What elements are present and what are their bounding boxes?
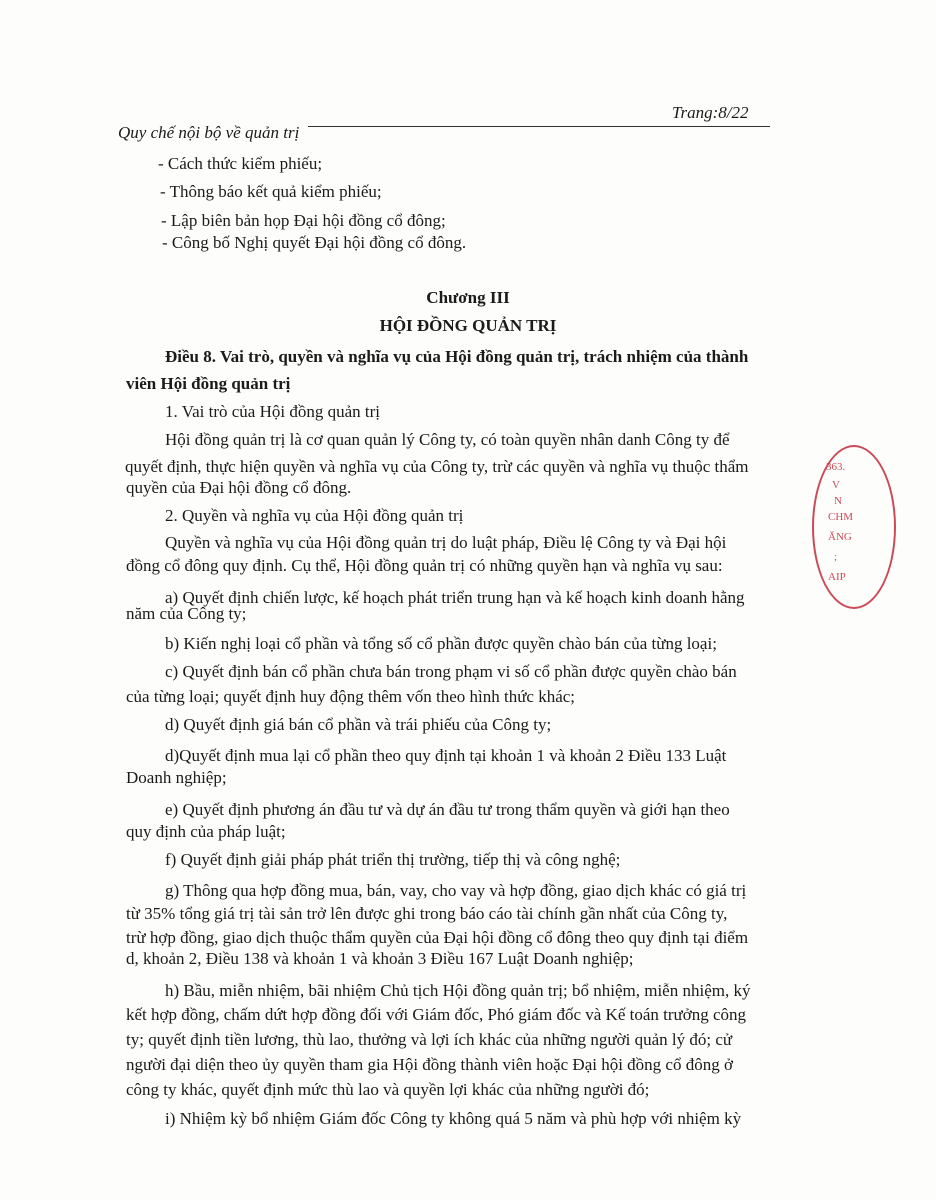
list-item: d)Quyết định mua lại cổ phần theo quy định tại khoản 1 và khoản 2 Điều 133 Luật <box>165 746 727 765</box>
list-item: d, khoản 2, Điều 138 và khoản 1 và khoản 3 Điều 167 Luật Doanh nghiệp; <box>126 949 634 968</box>
list-item: Doanh nghiệp; <box>126 768 227 787</box>
paragraph-line: Hội đồng quản trị là cơ quan quản lý Công ty, có toàn quyền nhân danh Công ty để <box>165 430 730 449</box>
seal-text: CHM <box>828 511 854 523</box>
seal-text: 363. <box>826 461 846 473</box>
bullet-item: - Cách thức kiểm phiếu; <box>158 154 323 173</box>
bullet-item: - Lập biên bản họp Đại hội đồng cổ đông; <box>161 211 446 230</box>
document-title: Quy chế nội bộ về quản trị <box>118 123 300 142</box>
paragraph-line: quyền của Đại hội đồng cổ đông. <box>126 478 352 497</box>
seal-text: V <box>832 479 840 491</box>
list-item: i) Nhiệm kỳ bổ nhiệm Giám đốc Công ty không quá 5 năm và phù hợp với nhiệm kỳ <box>165 1109 742 1128</box>
seal-text: ; <box>834 551 838 563</box>
list-item: a) Quyết định chiến lược, kế hoạch phát triển trung hạn và kế hoạch kinh doanh hằng <box>165 588 745 607</box>
paragraph-line: đồng cổ đông quy định. Cụ thể, Hội đồng quản trị có những quyền hạn và nghĩa vụ sau: <box>126 556 723 575</box>
chapter-title: HỘI ĐỒNG QUẢN TRỊ <box>379 316 557 335</box>
list-item: c) Quyết định bán cổ phần chưa bán trong phạm vi số cổ phần được quyền chào bán <box>165 662 737 681</box>
seal-text: AIP <box>828 571 846 583</box>
list-item: năm của Công ty; <box>126 604 247 623</box>
bullet-item: - Thông báo kết quả kiểm phiếu; <box>160 182 382 201</box>
list-item: b) Kiến nghị loại cổ phần và tổng số cổ phần được quyền chào bán của từng loại; <box>165 634 717 653</box>
paragraph-line: Quyền và nghĩa vụ của Hội đồng quản trị do luật pháp, Điều lệ Công ty và Đại hội <box>165 533 727 552</box>
article-title: viên Hội đồng quản trị <box>126 374 291 393</box>
page-number: Trang:8/22 <box>672 103 749 122</box>
list-item: g) Thông qua hợp đồng mua, bán, vay, cho vay và hợp đồng, giao dịch khác có giá trị <box>165 881 747 900</box>
list-item: h) Bầu, miễn nhiệm, bãi nhiệm Chủ tịch Hội đồng quản trị; bổ nhiệm, miễn nhiệm, ký <box>165 981 751 1000</box>
bullet-item: - Công bố Nghị quyết Đại hội đồng cổ đông. <box>162 233 467 252</box>
seal-text: N <box>834 495 842 507</box>
list-item: kết hợp đồng, chấm dứt hợp đồng đối với Giám đốc, Phó giám đốc và Kế toán trưởng công <box>126 1005 747 1024</box>
list-item: từ 35% tổng giá trị tài sản trở lên được ghi trong báo cáo tài chính gần nhất của Công ty, <box>126 904 728 923</box>
list-item: quy định của pháp luật; <box>126 822 286 841</box>
section-heading: 2. Quyền và nghĩa vụ của Hội đồng quản trị <box>165 506 464 525</box>
list-item: người đại diện theo ủy quyền tham gia Hội đồng thành viên hoặc Đại hội đồng cổ đông ở <box>126 1055 733 1074</box>
list-item: trừ hợp đồng, giao dịch thuộc thẩm quyền của Đại hội đồng cổ đông theo quy định tại điểm <box>126 928 749 947</box>
article-title: Điều 8. Vai trò, quyền và nghĩa vụ của Hội đồng quản trị, trách nhiệm của thành <box>165 347 749 366</box>
list-item: công ty khác, quyết định mức thù lao và quyền lợi khác của những người đó; <box>126 1080 650 1099</box>
seal-text: ĂNG <box>828 531 852 543</box>
list-item: của từng loại; quyết định huy động thêm vốn theo hình thức khác; <box>126 687 576 706</box>
list-item: ty; quyết định tiền lương, thù lao, thưởng và lợi ích khác của những người quản lý đó; cử <box>126 1030 733 1049</box>
company-seal <box>812 445 896 609</box>
list-item: d) Quyết định giá bán cổ phần và trái phiếu của Công ty; <box>165 715 552 734</box>
header-rule <box>308 126 770 127</box>
list-item: e) Quyết định phương án đầu tư và dự án đầu tư trong thẩm quyền và giới hạn theo <box>165 800 730 819</box>
chapter-number: Chương III <box>426 288 510 307</box>
section-heading: 1. Vai trò của Hội đồng quản trị <box>165 402 380 421</box>
paragraph-line: quyết định, thực hiện quyền và nghĩa vụ của Công ty, trừ các quyền và nghĩa vụ thuộc thẩm <box>125 457 749 476</box>
list-item: f) Quyết định giải pháp phát triển thị trường, tiếp thị và công nghệ; <box>165 850 621 869</box>
